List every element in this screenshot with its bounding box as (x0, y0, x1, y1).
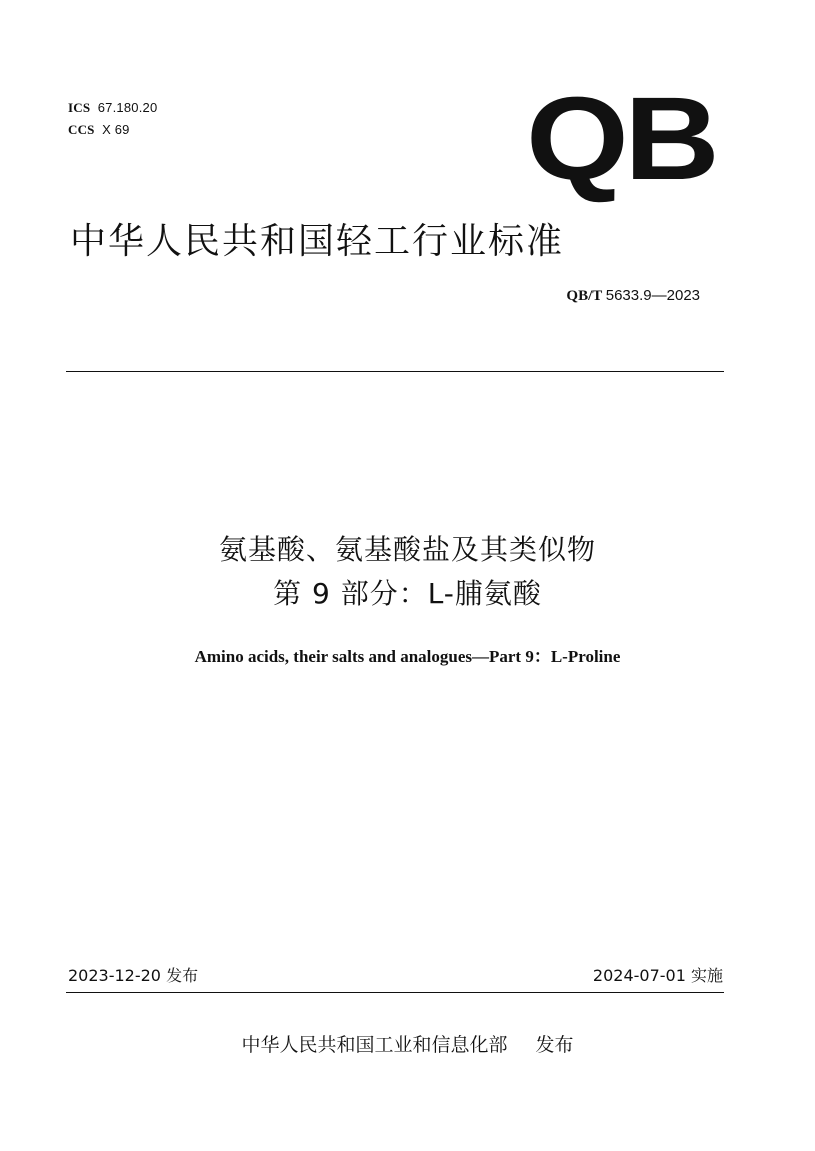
document-title-line1: 氨基酸、氨基酸盐及其类似物 (218, 533, 596, 566)
implementation-date: 2024-07-01 实施 (592, 966, 723, 985)
document-title-line2: 第 9 部分：L-脯氨酸 (273, 577, 542, 610)
bottom-divider (66, 992, 724, 993)
issue-date: 2023-12-20 发布 (68, 966, 199, 985)
issuer-name: 中华人民共和国工业和信息化部 (241, 1034, 508, 1056)
ccs-row (68, 119, 157, 141)
ccs-value: X 69 (102, 122, 130, 137)
issuer-action: 发布 (535, 1034, 574, 1056)
classification-codes (68, 97, 157, 141)
ics-row (68, 97, 157, 119)
ics-value: 67.180.20 (97, 100, 158, 115)
top-divider (66, 371, 724, 372)
qb-logo: QB (526, 73, 716, 205)
ics-label: ICS (68, 100, 91, 115)
standard-title: 中华人民共和国轻工行业标准 (70, 221, 565, 262)
issuer-line (0, 1030, 815, 1057)
ccs-label: CCS (68, 122, 95, 137)
standard-number-value: 5633.9—2023 (605, 287, 700, 304)
english-title: Amino acids, their salts and analogues—Part 9：L-Proline (194, 647, 621, 666)
standard-number (566, 287, 700, 305)
standard-prefix: QB/T (566, 288, 602, 304)
